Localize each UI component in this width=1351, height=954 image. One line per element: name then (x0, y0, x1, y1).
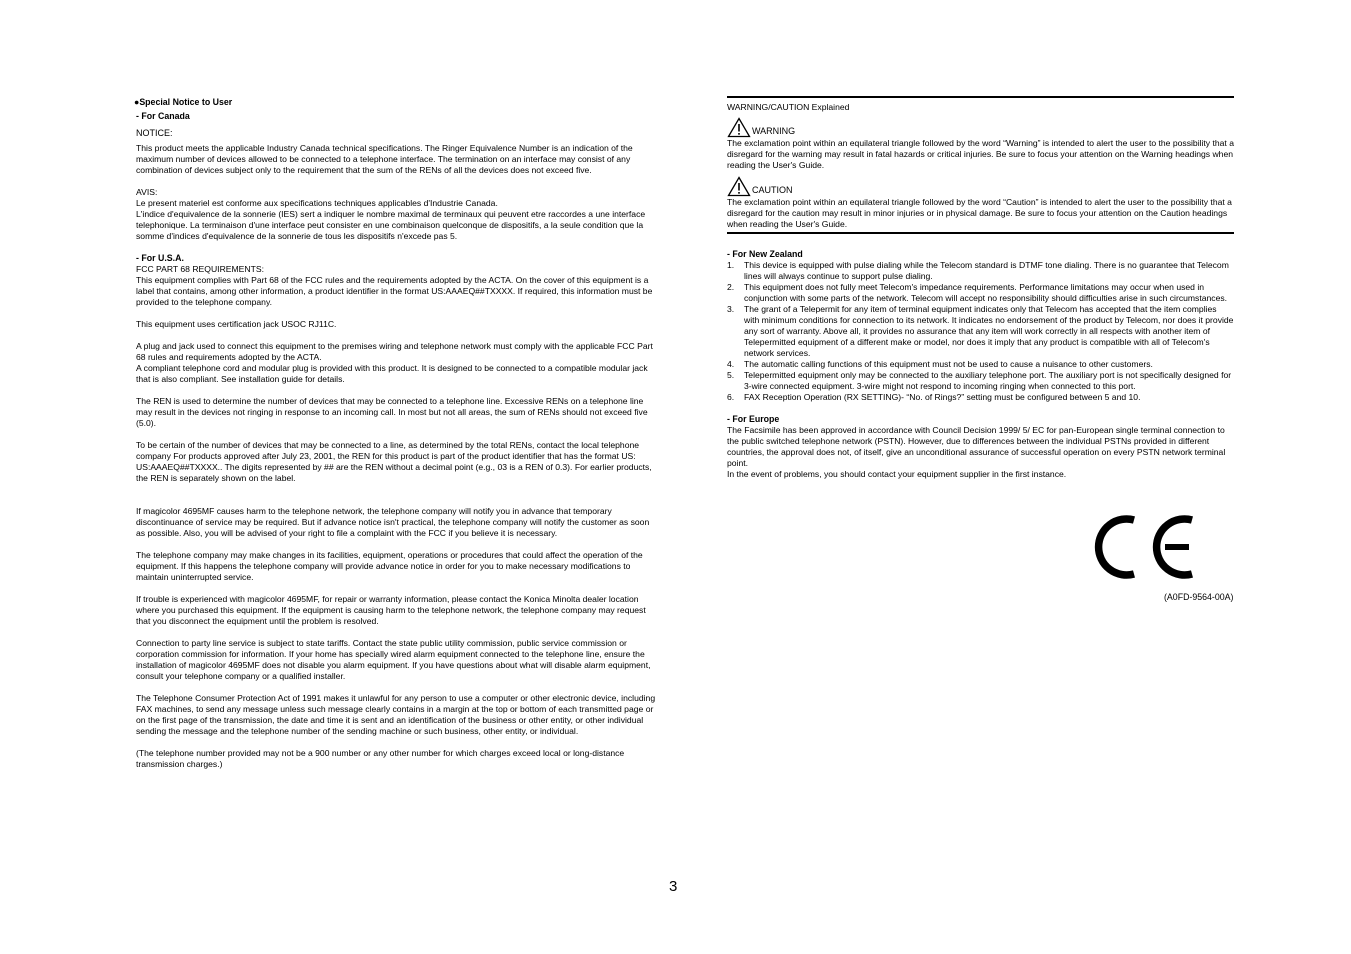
europe-paragraph-1: The Facsimile has been approved in accordance with Council Decision 1999/ 5/ EC for pan-European single terminal connection to the public switched telephone network (PSTN). However, due to differences between the individual PSTNs provided in different countries, the approval does not, of itself, give an unconditional assurance of successful operation on every PSTN network terminal point. (727, 425, 1226, 468)
fcc-paragraph-2: This equipment uses certification jack USOC RJ11C. (136, 319, 337, 329)
fcc-paragraph-9: Connection to party line service is subject to state tariffs. Contact the state public utility commission, public service commission or corporation commission for information. If your home has specially wired alarm equipment connected to the telephone line, ensure the installation of magicolor 4695MF does not disable you alarm equipment. If you have questions about what will disable alarm equipment, consult your telephone company or a qualified installer. (136, 638, 651, 681)
list-item-number: 6. (727, 392, 735, 402)
warning-triangle-icon (727, 117, 751, 138)
list-item-number: 2. (727, 282, 735, 292)
list-item-number: 1. (727, 260, 735, 270)
list-item-text: FAX Reception Operation (RX SETTING)- “No. of Rings?” setting must be configured between 5 and 10. (744, 392, 1141, 402)
list-item (727, 282, 1234, 304)
notice-text: This product meets the applicable Industry Canada technical specifications. The Ringer Equivalence Number is an indication of the maximum number of devices allowed to be connected to a telephone interface. The termination on an interface may consist of any combination of devices subject only to the requirement that the sum of the RENs of all the devices does not exceed five. (136, 143, 633, 175)
new-zealand-heading: - For New Zealand (727, 249, 803, 259)
list-item-text: This equipment does not fully meet Telecom's impedance requirements. Performance limitations may occur when used in conjunction with some parts of the network. Telecom will accept no responsibility should difficulties arise in such circumstances. (744, 282, 1228, 303)
page-number: 3 (669, 878, 678, 895)
special-notice-heading: ●Special Notice to User (134, 97, 233, 107)
list-item-text: Telepermitted equipment only may be connected to the auxiliary telephone port. The auxiliary port is not specifically designed for 3-wire connected equipment. 3-wire might not respond to incoming ringing when connected to this port. (744, 370, 1232, 391)
europe-paragraph-2: In the event of problems, you should contact your equipment supplier in the first instance. (727, 469, 1067, 479)
warning-header (727, 117, 1234, 138)
canada-heading: - For Canada (136, 111, 190, 121)
caution-header (727, 176, 1234, 197)
left-column (134, 97, 660, 770)
fcc-paragraph-5: To be certain of the number of devices that may be connected to a line, as determined by the total RENs, contact the local telephone company For products approved after July 23, 2001, the REN for this product is part of the product identifier that has the format US: US:AAAEQ##TXXXX.. The digits represented by ## are the REN without a decimal point (e.g., 03 is a REN of 0.3). For earlier products, the REN is separately shown on the label. (136, 440, 652, 483)
fcc-paragraph-7: The telephone company may make changes in its facilities, equipment, operations or procedures that could affect the operation of the equipment. If this happens the telephone company will provide advance notice in order for you to make necessary modifications to maintain uninterrupted service. (136, 550, 643, 582)
document-id: (A0FD-9564-00A) (1164, 592, 1234, 602)
right-column (727, 96, 1234, 480)
list-item (727, 260, 1234, 282)
fcc-paragraph-3a: A plug and jack used to connect this equipment to the premises wiring and telephone network must comply with the applicable FCC Part 68 rules and requirements adopted by the ACTA. (136, 341, 653, 362)
warning-text: The exclamation point within an equilateral triangle followed by the word “Warning” is intended to alert the user to the possibility that a disregard for the warning may result in fatal hazards or critical injuries. Be sure to focus your attention on the Warning headings when reading the User's Guide. (727, 138, 1234, 170)
fcc-paragraph-1: This equipment complies with Part 68 of the FCC rules and the requirements adopted by the ACTA. On the cover of this equipment is a label that contains, among other information, a product identifier in the format US:AAAEQ##TXXXX. If required, this information must be provided to the telephone company. (136, 275, 653, 307)
list-item-text: The grant of a Telepermit for any item of terminal equipment indicates only that Telecom has accepted that the item complies with minimum conditions for connection to its network. It indicates no endorsement of the product by Telecom, nor does it provide any sort of warranty. Above all, it provides no assurance that any item will work correctly in all respects with another item of Telepermitted equipment of a different make or model, nor does it imply that any product is compatible with all of Telecom's network services. (744, 304, 1234, 358)
avis-label: AVIS: (136, 187, 158, 197)
list-item-text: The automatic calling functions of this equipment must not be used to cause a nuisance to other customers. (744, 359, 1153, 369)
europe-heading: - For Europe (727, 414, 780, 424)
fcc-paragraph-8: If trouble is experienced with magicolor 4695MF, for repair or warranty information, please contact the Konica Minolta dealer location where you purchased this equipment. If the equipment is causing harm to the telephone network, the telephone company may request that you disconnect the equipment until the problem is resolved. (136, 594, 646, 626)
notice-label: NOTICE: (136, 128, 173, 138)
warning-caution-title: WARNING/CAUTION Explained (727, 102, 850, 112)
list-item-number: 5. (727, 370, 735, 380)
list-item (727, 392, 1234, 403)
fcc-paragraph-6: If magicolor 4695MF causes harm to the telephone network, the telephone company will notify you in advance that temporary discontinuance of service may be required. But if advance notice isn't practical, the telephone company will notify the customer as soon as possible. Also, you will be advised of your right to file a complaint with the FCC if you believe it is necessary. (136, 506, 650, 538)
list-item (727, 304, 1234, 359)
new-zealand-list (727, 260, 1234, 403)
fcc-paragraph-10: The Telephone Consumer Protection Act of 1991 makes it unlawful for any person to use a computer or other electronic device, including FAX machines, to send any message unless such message clearly contains in a margin at the top or bottom of each transmitted page or on the first page of the transmission, the date and time it is sent and an identification of the business or other entity, or other individual sending the message and the telephone number of the sending machine or such business, other entity, or individual. (136, 693, 656, 736)
caution-text: The exclamation point within an equilateral triangle followed by the word “Caution” is intended to alert the user to the possibility that a disregard for the caution may result in minor injuries or in physical damage. Be sure to focus your attention on the Caution headings when reading the User's Guide. (727, 197, 1232, 229)
list-item-text: This device is equipped with pulse dialing while the Telecom standard is DTMF tone dialing. There is no guarantee that Telecom lines will always continue to support pulse dialing. (744, 260, 1229, 281)
usa-heading: - For U.S.A. (136, 253, 184, 263)
list-item-number: 4. (727, 359, 735, 369)
list-item (727, 370, 1234, 392)
warning-caution-box (727, 96, 1234, 234)
avis-text-1: Le present materiel est conforme aux specifications techniques applicables d'Industrie Canada. (136, 198, 498, 208)
ce-mark-icon (1093, 512, 1193, 582)
caution-word: CAUTION (752, 185, 793, 195)
caution-triangle-icon (727, 176, 751, 197)
fcc-paragraph-11: (The telephone number provided may not be a 900 number or any other number for which charges exceed local or long-distance transmission charges.) (136, 748, 625, 769)
avis-text-2: L'indice d'equivalence de la sonnerie (IES) sert a indiquer le nombre maximal de terminaux qui peuvent etre raccordes a une interface telephonique. La terminaison d'une interface peut consister en une combinaison quelconque de dispositifs, a la seule condition que la somme d'indices d'equivalence de la sonnerie de tous les dispositifs n'excede pas 5. (136, 209, 646, 241)
list-item-number: 3. (727, 304, 735, 314)
fcc-title: FCC PART 68 REQUIREMENTS: (136, 264, 264, 274)
fcc-paragraph-4: The REN is used to determine the number of devices that may be connected to a telephone line. Excessive RENs on a telephone line may result in the devices not ringing in response to an incoming call. In most but not all areas, the sum of RENs should not exceed five (5.0). (136, 396, 648, 428)
list-item (727, 359, 1234, 370)
warning-word: WARNING (752, 126, 796, 136)
fcc-paragraph-3b: A compliant telephone cord and modular plug is provided with this product. It is designed to be connected to a compatible modular jack that is also compliant. See installation guide for details. (136, 363, 648, 384)
